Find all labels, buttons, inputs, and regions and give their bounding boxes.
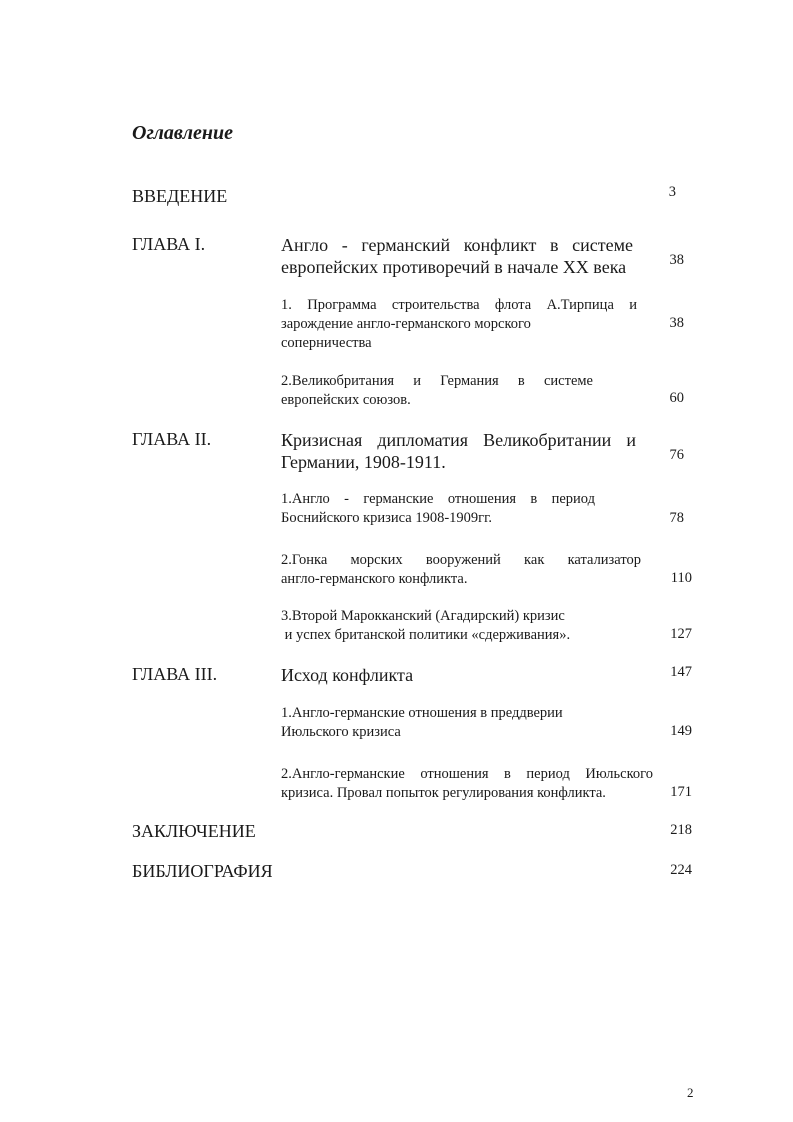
chapter-3-page: 147 bbox=[670, 664, 692, 680]
section-line: 1.Англо - германские отношения в период bbox=[281, 491, 595, 507]
chapter-1-title-line: Англо - германский конфликт в системе bbox=[281, 235, 633, 255]
chapter-2-title-line: Кризисная дипломатия Великобритании и bbox=[281, 430, 636, 450]
section-line: Боснийского кризиса 1908-1909гг. bbox=[281, 510, 493, 526]
chapter-3-section-2 bbox=[281, 765, 653, 803]
page-number: 2 bbox=[687, 1085, 694, 1100]
section-line: 2.Англо-германские отношения в период Июльского bbox=[281, 766, 653, 782]
toc-bibliography-page: 224 bbox=[670, 862, 692, 878]
chapter-3-section-1 bbox=[281, 704, 563, 742]
chapter-2-title-line: Германии, 1908-1911. bbox=[281, 452, 446, 472]
section-line: 1.Англо-германские отношения в преддверии bbox=[281, 705, 563, 721]
section-line: 2.Гонка морских вооружений как катализатор bbox=[281, 552, 641, 568]
section-line: англо-германского конфликта. bbox=[281, 571, 468, 587]
section-line: и успех британской политики «сдерживания». bbox=[281, 627, 571, 643]
section-line: 1. Программа строительства флота А.Тирпица и bbox=[281, 297, 637, 313]
chapter-1-section-2-page: 60 bbox=[669, 390, 684, 406]
chapter-3-section-2-page: 171 bbox=[670, 784, 692, 800]
chapter-1-title bbox=[281, 234, 633, 278]
chapter-2-section-1-page: 78 bbox=[669, 510, 684, 526]
chapter-1-title-line: европейских противоречий в начале XX века bbox=[281, 257, 627, 277]
chapter-2-page: 76 bbox=[669, 447, 684, 463]
section-line: зарождение англо-германского морского bbox=[281, 316, 531, 332]
section-line: 3.Второй Марокканский (Агадирский) кризис bbox=[281, 608, 565, 624]
chapter-1-section-1-page: 38 bbox=[669, 315, 684, 331]
chapter-3-label: ГЛАВА III. bbox=[132, 664, 218, 684]
toc-intro-page: 3 bbox=[668, 184, 676, 200]
toc-conclusion-label: ЗАКЛЮЧЕНИЕ bbox=[132, 821, 256, 841]
toc-intro-label: ВВЕДЕНИЕ bbox=[132, 186, 228, 206]
chapter-1-section-2 bbox=[281, 372, 593, 410]
chapter-2-section-1 bbox=[281, 490, 595, 528]
chapter-2-section-3-page: 127 bbox=[670, 626, 692, 642]
section-line: Июльского кризиса bbox=[281, 724, 401, 740]
section-line: кризиса. Провал попыток регулирования конфликта. bbox=[281, 785, 606, 801]
section-line: 2.Великобритания и Германия в системе bbox=[281, 373, 593, 389]
chapter-1-section-1 bbox=[281, 296, 637, 353]
section-line: европейских союзов. bbox=[281, 392, 411, 408]
chapter-2-title bbox=[281, 429, 636, 473]
chapter-2-section-2-page: 110 bbox=[670, 570, 692, 586]
toc-bibliography-label: БИБЛИОГРАФИЯ bbox=[132, 861, 273, 881]
chapter-2-section-2 bbox=[281, 551, 641, 589]
chapter-3-title bbox=[281, 664, 413, 686]
chapter-3-title-line: Исход конфликта bbox=[281, 665, 414, 685]
chapter-1-page: 38 bbox=[669, 252, 684, 268]
section-line: соперничества bbox=[281, 335, 372, 351]
toc-conclusion-page: 218 bbox=[670, 822, 692, 838]
chapter-2-label: ГЛАВА II. bbox=[132, 429, 212, 449]
toc-heading: Оглавление bbox=[132, 122, 234, 144]
chapter-3-section-1-page: 149 bbox=[670, 723, 692, 739]
chapter-2-section-3 bbox=[281, 607, 570, 645]
chapter-1-label: ГЛАВА I. bbox=[132, 234, 206, 254]
